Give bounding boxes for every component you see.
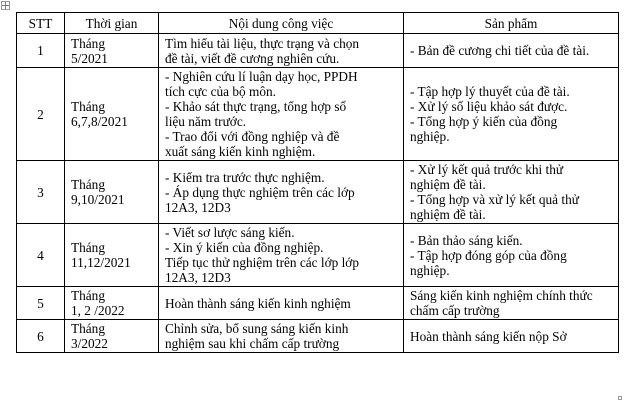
time-cell	[65, 34, 159, 68]
time-cell	[65, 287, 159, 320]
stt-cell: 4	[17, 224, 65, 287]
time-cell	[65, 68, 159, 161]
content-line: - Xin ý kiến của đồng nghiệp.	[165, 240, 324, 255]
time-line: 5/2021	[71, 50, 108, 66]
product-line: nghiệm đề tài.	[410, 207, 486, 222]
table-row	[17, 34, 619, 68]
content-line: 12A3, 12D3	[165, 270, 231, 285]
product-cell	[404, 34, 619, 68]
stt-cell: 3	[17, 161, 65, 224]
time-line: 11,12/2021	[71, 255, 131, 270]
content-line: - Áp dụng thực nghiệm trên các lớp	[165, 184, 355, 200]
content-cell	[159, 34, 404, 68]
content-line: tích cực của bộ môn.	[165, 84, 276, 99]
product-line: nghiệp.	[410, 262, 450, 278]
content-line: Hoàn thành sáng kiến kinh nghiệm	[165, 295, 351, 311]
time-line: Tháng	[71, 177, 105, 192]
content-line: nghiệm sau khi chấm cấp trường	[165, 336, 340, 351]
header-product: Sản phẩm	[404, 13, 619, 34]
content-line: xuất sáng kiến kinh nghiệm.	[165, 144, 316, 159]
product-cell	[404, 161, 619, 224]
time-line: 9,10/2021	[71, 192, 125, 207]
content-line: Tìm hiểu tài liệu, thực trạng và chọn	[165, 35, 360, 51]
table-move-handle-icon[interactable]	[1, 1, 10, 10]
product-line: - Tổng hợp ý kiến của đồng	[410, 114, 558, 129]
header-stt: STT	[17, 13, 65, 34]
product-line: nghiệp.	[410, 129, 450, 144]
stt-cell: 5	[17, 287, 65, 320]
content-line: đề tài, viết đề cương nghiên cứu.	[165, 50, 340, 66]
content-line: Tiếp tục thử nghiệm trên các lớp lớp	[165, 255, 359, 270]
content-cell	[159, 224, 404, 287]
product-cell	[404, 68, 619, 161]
product-cell	[404, 287, 619, 320]
content-line: - Khảo sát thực trạng, tổng hợp số	[165, 99, 347, 114]
content-cell	[159, 161, 404, 224]
content-line: liệu năm trước.	[165, 114, 247, 129]
time-line: 3/2022	[71, 336, 108, 351]
table-row	[17, 320, 619, 353]
time-line: 1, 2 /2022	[71, 303, 125, 318]
product-line: - Bản đề cương chi tiết của đề tài.	[410, 43, 590, 58]
time-line: Tháng	[71, 321, 105, 336]
content-line: 12A3, 12D3	[165, 199, 231, 215]
work-plan-table	[16, 12, 619, 353]
product-line: nghiệm đề tài.	[410, 177, 486, 192]
table-row	[17, 224, 619, 287]
table-resize-handle-icon[interactable]	[618, 396, 622, 400]
time-line: Tháng	[71, 99, 105, 114]
stt-cell: 2	[17, 68, 65, 161]
product-line: - Tập hợp lý thuyết của đề tài.	[410, 84, 570, 99]
content-line: - Nghiên cứu lí luận dạy học, PPDH	[165, 69, 358, 84]
content-cell	[159, 320, 404, 353]
time-line: 6,7,8/2021	[71, 114, 128, 129]
product-line: Sáng kiến kinh nghiệm chính thức	[410, 288, 593, 303]
header-content: Nội dung công việc	[159, 13, 404, 34]
content-line: - Trao đổi với đồng nghiệp và đề	[165, 129, 340, 144]
product-line: - Tập hợp đóng góp của đồng	[410, 247, 567, 263]
content-line: - Kiểm tra trước thực nghiệm.	[165, 169, 325, 185]
table-row	[17, 68, 619, 161]
table-row	[17, 287, 619, 320]
product-line: - Xử lý kết quả trước khi thử	[410, 162, 564, 177]
time-cell	[65, 320, 159, 353]
product-cell	[404, 224, 619, 287]
time-line: Tháng	[71, 240, 105, 255]
content-line: Chỉnh sửa, bổ sung sáng kiến kinh	[165, 321, 349, 336]
content-cell	[159, 287, 404, 320]
product-line: chấm cấp trường	[410, 303, 500, 318]
time-line: Tháng	[71, 35, 105, 51]
product-line: - Tổng hợp và xử lý kết quả thử	[410, 192, 579, 207]
product-line: - Bản thảo sáng kiến.	[410, 232, 523, 248]
table-row	[17, 161, 619, 224]
content-cell	[159, 68, 404, 161]
time-cell	[65, 161, 159, 224]
header-time: Thời gian	[65, 13, 159, 34]
product-cell	[404, 320, 619, 353]
time-cell	[65, 224, 159, 287]
table-header-row	[17, 13, 619, 34]
time-line: Tháng	[71, 288, 105, 303]
stt-cell: 1	[17, 34, 65, 68]
product-line: Hoàn thành sáng kiến nộp Sở	[410, 328, 567, 344]
stt-cell: 6	[17, 320, 65, 353]
content-line: - Viết sơ lược sáng kiến.	[165, 225, 295, 240]
product-line: - Xử lý số liệu khảo sát được.	[410, 99, 568, 114]
